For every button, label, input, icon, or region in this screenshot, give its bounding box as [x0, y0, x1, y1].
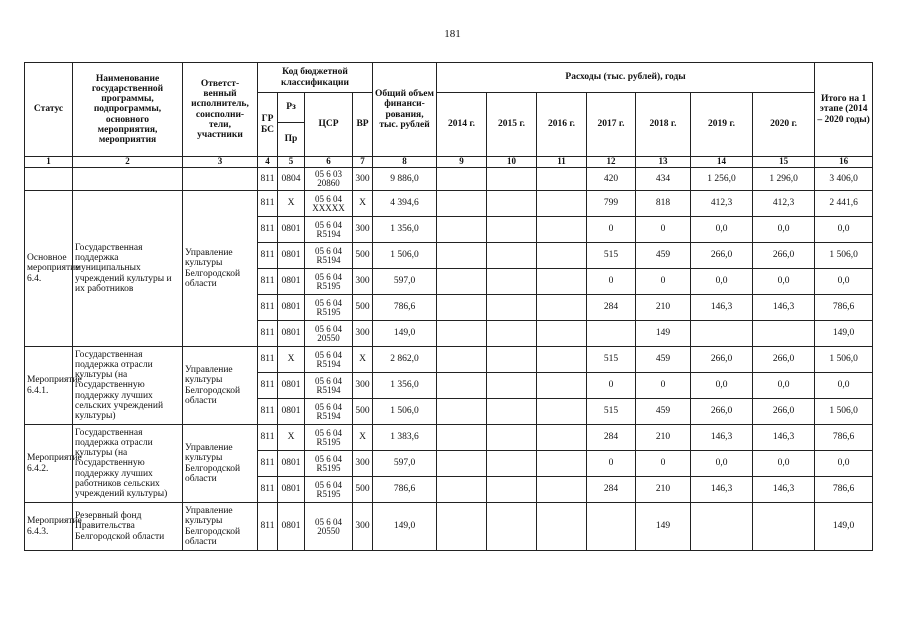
program-name-cell: Резервный фонд Правительства Белгородской области: [73, 503, 183, 551]
header-year-2015: 2015 г.: [487, 93, 537, 157]
year-2018-cell: 0: [636, 217, 691, 243]
stage-total-cell: 0,0: [815, 451, 873, 477]
year-2017-cell: 284: [587, 295, 636, 321]
vr-cell: 300: [353, 269, 373, 295]
rzpr-cell: 0801: [278, 269, 305, 295]
responsible-cell: Управление культуры Белгородской области: [183, 425, 258, 503]
year-2019-cell: 266,0: [691, 347, 753, 373]
year-2015-cell: [487, 451, 537, 477]
year-2018-cell: 210: [636, 295, 691, 321]
grbs-cell: 811: [258, 269, 278, 295]
table-row: [25, 425, 873, 451]
year-2017-cell: 515: [587, 399, 636, 425]
year-2019-cell: 146,3: [691, 477, 753, 503]
vr-cell: 300: [353, 168, 373, 191]
csr-cell: 05 6 04 R5195: [305, 425, 353, 451]
rzpr-cell: 0801: [278, 217, 305, 243]
year-2014-cell: [437, 347, 487, 373]
csr-cell: 05 6 04 R5195: [305, 295, 353, 321]
year-2017-cell: 799: [587, 191, 636, 217]
csr-cell: 05 6 04 R5195: [305, 269, 353, 295]
program-name-cell: Государственная поддержка отрасли культуры (на государственную поддержку лучших сельских учреждений культуры): [73, 347, 183, 425]
year-2017-cell: 420: [587, 168, 636, 191]
table-row: [25, 168, 873, 191]
year-2018-cell: 434: [636, 168, 691, 191]
column-number: 1: [25, 157, 73, 168]
column-number: 7: [353, 157, 373, 168]
year-2014-cell: [437, 425, 487, 451]
header-year-2017: 2017 г.: [587, 93, 636, 157]
column-number: 4: [258, 157, 278, 168]
year-2014-cell: [437, 269, 487, 295]
year-2019-cell: [691, 321, 753, 347]
column-number: 13: [636, 157, 691, 168]
column-number: 16: [815, 157, 873, 168]
year-2020-cell: 146,3: [753, 425, 815, 451]
year-2017-cell: 0: [587, 373, 636, 399]
header-total: Общий объем финанси-рования, тыс. рублей: [373, 63, 437, 157]
column-number: 11: [537, 157, 587, 168]
csr-cell: 05 6 03 20860: [305, 168, 353, 191]
year-2014-cell: [437, 243, 487, 269]
grbs-cell: 811: [258, 503, 278, 551]
grbs-cell: 811: [258, 399, 278, 425]
year-2016-cell: [537, 503, 587, 551]
year-2016-cell: [537, 425, 587, 451]
grbs-cell: 811: [258, 347, 278, 373]
year-2018-cell: 210: [636, 477, 691, 503]
header-year-2016: 2016 г.: [537, 93, 587, 157]
vr-cell: 300: [353, 451, 373, 477]
rzpr-cell: 0801: [278, 373, 305, 399]
responsible-cell: Управление культуры Белгородской области: [183, 347, 258, 425]
year-2018-cell: 0: [636, 451, 691, 477]
header-stage-total: Итого на 1 этапе (2014 – 2020 годы): [815, 63, 873, 157]
year-2018-cell: 149: [636, 321, 691, 347]
year-2020-cell: 266,0: [753, 347, 815, 373]
column-number: 5: [278, 157, 305, 168]
year-2020-cell: 1 296,0: [753, 168, 815, 191]
year-2016-cell: [537, 217, 587, 243]
grbs-cell: 811: [258, 425, 278, 451]
year-2019-cell: [691, 503, 753, 551]
column-number: 14: [691, 157, 753, 168]
year-2018-cell: 0: [636, 269, 691, 295]
year-2017-cell: [587, 321, 636, 347]
vr-cell: 500: [353, 399, 373, 425]
stage-total-cell: 0,0: [815, 269, 873, 295]
year-2020-cell: 0,0: [753, 373, 815, 399]
header-csr: ЦСР: [305, 93, 353, 157]
year-2019-cell: 0,0: [691, 217, 753, 243]
vr-cell: 300: [353, 321, 373, 347]
grbs-cell: 811: [258, 217, 278, 243]
program-name-cell: Государственная поддержка отрасли культуры (на государственную поддержку лучших работников сельских учреждений культуры): [73, 425, 183, 503]
total-cell: 597,0: [373, 269, 437, 295]
csr-cell: 05 6 04 R5194: [305, 373, 353, 399]
year-2020-cell: 146,3: [753, 477, 815, 503]
year-2015-cell: [487, 243, 537, 269]
year-2015-cell: [487, 503, 537, 551]
vr-cell: 500: [353, 243, 373, 269]
year-2016-cell: [537, 168, 587, 191]
stage-total-cell: 786,6: [815, 425, 873, 451]
vr-cell: 500: [353, 295, 373, 321]
year-2016-cell: [537, 373, 587, 399]
stage-total-cell: 3 406,0: [815, 168, 873, 191]
grbs-cell: 811: [258, 295, 278, 321]
table-row: [25, 347, 873, 373]
csr-cell: 05 6 04 R5194: [305, 243, 353, 269]
year-2019-cell: 146,3: [691, 295, 753, 321]
vr-cell: 300: [353, 503, 373, 551]
grbs-cell: 811: [258, 373, 278, 399]
year-2016-cell: [537, 451, 587, 477]
rzpr-cell: 0801: [278, 243, 305, 269]
year-2016-cell: [537, 477, 587, 503]
year-2017-cell: 515: [587, 243, 636, 269]
year-2020-cell: [753, 321, 815, 347]
year-2017-cell: 0: [587, 269, 636, 295]
rzpr-cell: 0801: [278, 477, 305, 503]
header-vr: ВР: [353, 93, 373, 157]
vr-cell: 300: [353, 373, 373, 399]
total-cell: 1 383,6: [373, 425, 437, 451]
column-number: 2: [73, 157, 183, 168]
stage-total-cell: 786,6: [815, 295, 873, 321]
year-2016-cell: [537, 347, 587, 373]
program-name-cell: Государственная поддержка муниципальных учреждений культуры и их работников: [73, 191, 183, 347]
year-2019-cell: 0,0: [691, 269, 753, 295]
year-2015-cell: [487, 399, 537, 425]
header-name: Наименование государственной программы, подпрограммы, основного мероприятия, мероприятия: [73, 63, 183, 157]
csr-cell: 05 6 04 20550: [305, 503, 353, 551]
year-2020-cell: 266,0: [753, 243, 815, 269]
rzpr-cell: 0801: [278, 399, 305, 425]
table-row: [25, 191, 873, 217]
header-grbs: ГР БС: [258, 93, 278, 157]
year-2018-cell: 210: [636, 425, 691, 451]
year-2018-cell: 149: [636, 503, 691, 551]
year-2020-cell: [753, 503, 815, 551]
csr-cell: 05 6 04 20550: [305, 321, 353, 347]
grbs-cell: 811: [258, 243, 278, 269]
status-cell: Мероприятие 6.4.3.: [25, 503, 73, 551]
year-2015-cell: [487, 347, 537, 373]
vr-cell: Х: [353, 191, 373, 217]
header-pr: Пр: [278, 123, 305, 157]
stage-total-cell: 149,0: [815, 321, 873, 347]
year-2014-cell: [437, 168, 487, 191]
header-rz: Рз: [278, 93, 305, 123]
year-2017-cell: 515: [587, 347, 636, 373]
total-cell: 1 506,0: [373, 243, 437, 269]
year-2017-cell: 284: [587, 477, 636, 503]
rzpr-cell: Х: [278, 425, 305, 451]
year-2019-cell: 266,0: [691, 399, 753, 425]
year-2016-cell: [537, 191, 587, 217]
stage-total-cell: 1 506,0: [815, 399, 873, 425]
year-2014-cell: [437, 399, 487, 425]
year-2016-cell: [537, 269, 587, 295]
year-2020-cell: 266,0: [753, 399, 815, 425]
year-2015-cell: [487, 321, 537, 347]
budget-table: [24, 62, 873, 551]
stage-total-cell: 149,0: [815, 503, 873, 551]
year-2014-cell: [437, 321, 487, 347]
total-cell: 1 506,0: [373, 399, 437, 425]
year-2014-cell: [437, 451, 487, 477]
year-2017-cell: 284: [587, 425, 636, 451]
year-2016-cell: [537, 321, 587, 347]
year-2015-cell: [487, 217, 537, 243]
total-cell: 1 356,0: [373, 217, 437, 243]
column-number: 10: [487, 157, 537, 168]
csr-cell: 05 6 04 ХХХХХ: [305, 191, 353, 217]
year-2018-cell: 818: [636, 191, 691, 217]
column-number: 8: [373, 157, 437, 168]
header-expenses: Расходы (тыс. рублей), годы: [437, 63, 815, 93]
responsible-cell: Управление культуры Белгородской области: [183, 191, 258, 347]
column-number: 9: [437, 157, 487, 168]
total-cell: 786,6: [373, 477, 437, 503]
stage-total-cell: 2 441,6: [815, 191, 873, 217]
year-2018-cell: 0: [636, 373, 691, 399]
year-2020-cell: 146,3: [753, 295, 815, 321]
header-year-2019: 2019 г.: [691, 93, 753, 157]
grbs-cell: 811: [258, 321, 278, 347]
year-2015-cell: [487, 269, 537, 295]
total-cell: 149,0: [373, 503, 437, 551]
year-2015-cell: [487, 425, 537, 451]
total-cell: 786,6: [373, 295, 437, 321]
csr-cell: 05 6 04 R5194: [305, 399, 353, 425]
vr-cell: Х: [353, 425, 373, 451]
year-2015-cell: [487, 477, 537, 503]
vr-cell: 500: [353, 477, 373, 503]
stage-total-cell: 1 506,0: [815, 347, 873, 373]
header-year-2014: 2014 г.: [437, 93, 487, 157]
total-cell: 597,0: [373, 451, 437, 477]
rzpr-cell: 0801: [278, 503, 305, 551]
year-2019-cell: 0,0: [691, 451, 753, 477]
stage-total-cell: 0,0: [815, 217, 873, 243]
year-2015-cell: [487, 295, 537, 321]
grbs-cell: 811: [258, 168, 278, 191]
year-2018-cell: 459: [636, 399, 691, 425]
status-cell: Мероприятие 6.4.2.: [25, 425, 73, 503]
csr-cell: 05 6 04 R5195: [305, 477, 353, 503]
total-cell: 9 886,0: [373, 168, 437, 191]
total-cell: 1 356,0: [373, 373, 437, 399]
responsible-cell: Управление культуры Белгородской области: [183, 503, 258, 551]
stage-total-cell: 0,0: [815, 373, 873, 399]
grbs-cell: 811: [258, 451, 278, 477]
year-2014-cell: [437, 503, 487, 551]
program-name-cell: [73, 168, 183, 191]
rzpr-cell: 0801: [278, 295, 305, 321]
rzpr-cell: Х: [278, 347, 305, 373]
total-cell: 2 862,0: [373, 347, 437, 373]
status-cell: Основное мероприятие 6.4.: [25, 191, 73, 347]
year-2018-cell: 459: [636, 347, 691, 373]
year-2017-cell: 0: [587, 451, 636, 477]
year-2020-cell: 0,0: [753, 451, 815, 477]
header-responsible: Ответст-венный исполнитель, соисполни-тели, участники: [183, 63, 258, 157]
year-2016-cell: [537, 243, 587, 269]
year-2014-cell: [437, 295, 487, 321]
year-2019-cell: 266,0: [691, 243, 753, 269]
csr-cell: 05 6 04 R5194: [305, 347, 353, 373]
rzpr-cell: 0801: [278, 321, 305, 347]
rzpr-cell: 0804: [278, 168, 305, 191]
year-2016-cell: [537, 399, 587, 425]
grbs-cell: 811: [258, 477, 278, 503]
year-2014-cell: [437, 373, 487, 399]
grbs-cell: 811: [258, 191, 278, 217]
csr-cell: 05 6 04 R5194: [305, 217, 353, 243]
year-2017-cell: [587, 503, 636, 551]
csr-cell: 05 6 04 R5195: [305, 451, 353, 477]
stage-total-cell: 786,6: [815, 477, 873, 503]
responsible-cell: [183, 168, 258, 191]
year-2020-cell: 0,0: [753, 269, 815, 295]
total-cell: 4 394,6: [373, 191, 437, 217]
header-budget-code: Код бюджетной классификации: [258, 63, 373, 93]
header-year-2020: 2020 г.: [753, 93, 815, 157]
stage-total-cell: 1 506,0: [815, 243, 873, 269]
header-status: Статус: [25, 63, 73, 157]
vr-cell: 300: [353, 217, 373, 243]
year-2014-cell: [437, 477, 487, 503]
year-2020-cell: 412,3: [753, 191, 815, 217]
year-2020-cell: 0,0: [753, 217, 815, 243]
year-2019-cell: 412,3: [691, 191, 753, 217]
year-2019-cell: 1 256,0: [691, 168, 753, 191]
year-2019-cell: 0,0: [691, 373, 753, 399]
year-2015-cell: [487, 168, 537, 191]
column-number: 6: [305, 157, 353, 168]
column-number: 3: [183, 157, 258, 168]
year-2016-cell: [537, 295, 587, 321]
year-2017-cell: 0: [587, 217, 636, 243]
year-2015-cell: [487, 373, 537, 399]
page-number: 181: [444, 28, 461, 40]
total-cell: 149,0: [373, 321, 437, 347]
rzpr-cell: Х: [278, 191, 305, 217]
year-2015-cell: [487, 191, 537, 217]
status-cell: [25, 168, 73, 191]
table-row: [25, 503, 873, 551]
rzpr-cell: 0801: [278, 451, 305, 477]
column-number: 15: [753, 157, 815, 168]
year-2014-cell: [437, 191, 487, 217]
status-cell: Мероприятие 6.4.1.: [25, 347, 73, 425]
column-number: 12: [587, 157, 636, 168]
header-year-2018: 2018 г.: [636, 93, 691, 157]
year-2014-cell: [437, 217, 487, 243]
year-2019-cell: 146,3: [691, 425, 753, 451]
year-2018-cell: 459: [636, 243, 691, 269]
vr-cell: Х: [353, 347, 373, 373]
